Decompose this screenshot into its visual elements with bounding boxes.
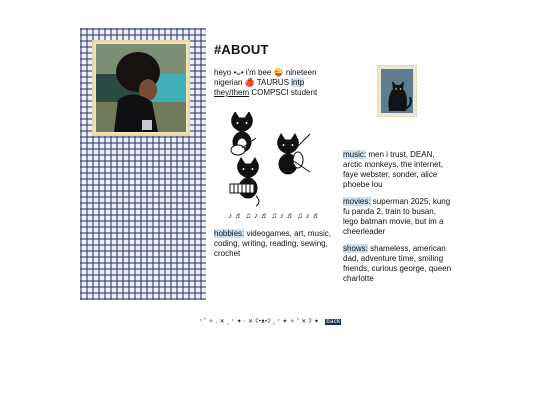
back-button[interactable]: back <box>326 319 341 325</box>
apple-icon: 🍎 <box>244 78 255 87</box>
intro-mbti: intp <box>291 78 305 87</box>
pronouns-link[interactable]: they/them <box>214 88 250 97</box>
intro-text <box>214 68 332 98</box>
hobbies-section <box>214 229 332 259</box>
profile-photo-frame <box>92 40 190 136</box>
intro-age: nineteen <box>285 68 317 77</box>
shows-text: shameless, american dad, adventure time, smiling friends, curious george, queen charlotte <box>343 244 452 283</box>
music-label: music: <box>343 150 367 159</box>
tongue-emoji-icon: 😜 <box>273 68 284 77</box>
cat-stamp-image <box>377 65 417 117</box>
page-title: #ABOUT <box>214 42 269 57</box>
cat-band-illustration <box>226 112 318 208</box>
music-section <box>343 150 453 190</box>
intro-occupation: COMPSCI student <box>251 88 318 97</box>
hobbies-text: videogames, art, music, coding, writing, reading, sewing, crochet <box>214 229 331 258</box>
movies-section <box>343 197 453 237</box>
music-notes-divider: ♪ ♬ ♫ ♪ ♬ ♫ ♪ ♬ ♫ ♪ ♬ <box>228 211 321 220</box>
profile-photo <box>96 44 186 132</box>
footer <box>0 318 540 325</box>
shows-label: shows: <box>343 244 368 253</box>
music-text: men i trust, DEAN, arctic monkeys, the internet, faye webster, sonder, alice phoebe lou <box>343 150 444 189</box>
intro-nationality: nigerian <box>214 78 243 87</box>
hobbies-label: hobbies: <box>214 229 245 238</box>
shows-section <box>343 244 453 284</box>
movies-text: superman 2025, kung fu panda 2, train to busan, lego batman movie, but im a cheerleader <box>343 197 451 236</box>
intro-greeting: heyo •ᴗ• i'm bee <box>214 68 272 77</box>
footer-decoration: ⁺ ˚ ✧ . ✕ ˳ ⁺ ✦ ⋅ ✕ ʕ•ᴥ•ʔ ˳ ⁺ ✦ ✧ ˚ ✕ ʔ ✦ · <box>198 319 324 325</box>
intro-zodiac: TAURUS <box>256 78 290 87</box>
movies-label: movies: <box>343 197 371 206</box>
